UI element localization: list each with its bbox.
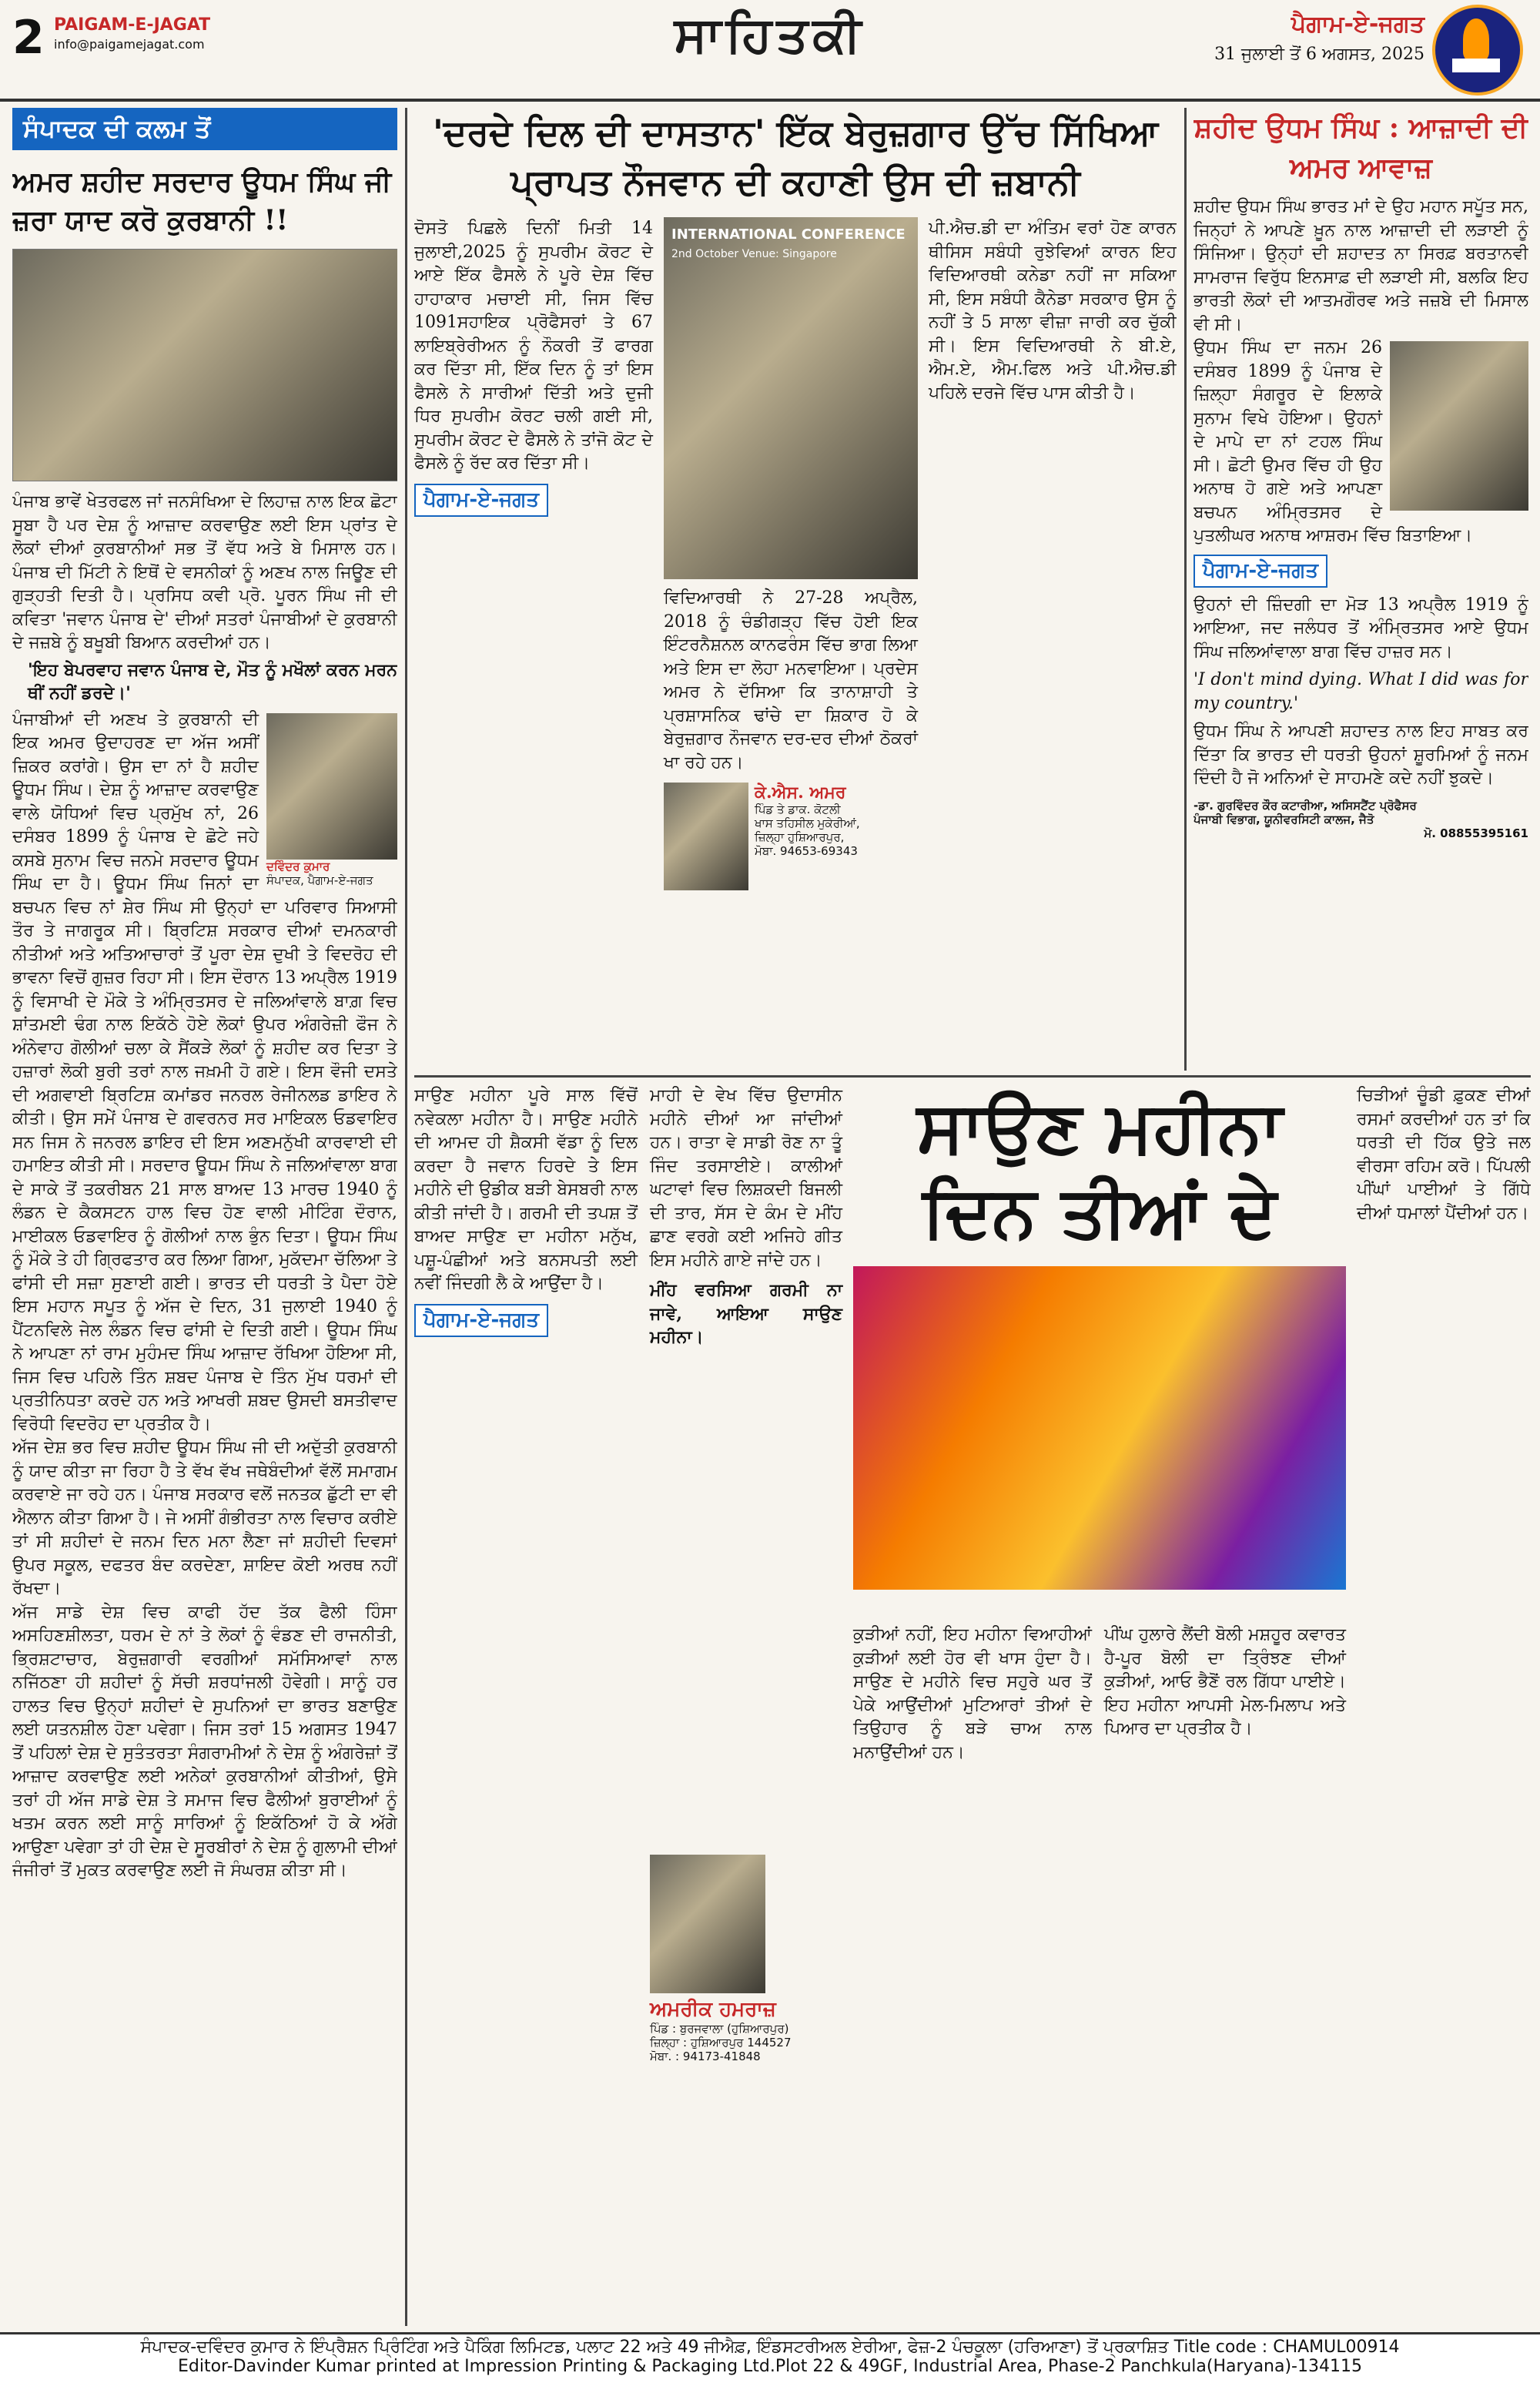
feature-author-line-2: ਖਾਸ ਤਹਿਸੀਲ ਮੁਕੇਰੀਆਂ,: [755, 816, 860, 830]
saun-title-line-1: ਸਾਉਣ ਮਹੀਨਾ: [916, 1085, 1283, 1168]
brand-right: ਪੈਗਾਮ-ਏ-ਜਗਤ: [1291, 11, 1424, 38]
feature-author-line-4: ਮੋਬਾ. 94653-69343: [755, 844, 858, 858]
udham-portrait-image: [12, 249, 397, 481]
brand-left: PAIGAM-E-JAGAT: [54, 15, 211, 35]
photo-subcaption: 2nd October Venue: Singapore: [671, 248, 837, 260]
udham-quote: 'I don't mind dying. What I did was for my country.': [1194, 670, 1528, 713]
saun-author-line-2: ਜ਼ਿਲ੍ਹਾ : ਹੁਸ਼ਿਆਰਪੁਰ 144527: [650, 2036, 792, 2050]
udham-paragraph-2: ਉਧਮ ਸਿੰਘ ਦਾ ਜਨਮ 26 ਦਸੰਬਰ 1899 ਨੂੰ ਪੰਜਾਬ ਦੇ ਜ਼ਿਲ੍ਹਾ ਸੰਗਰੂਰ ਦੇ ਇਲਾਕੇ ਸੁਨਾਮ ਵਿਖੇ ਹੋਇਆ। ਉਹਨਾਂ ਦੇ ਮਾਪੇ ਦਾ ਨਾਂ ਟਹਲ ਸਿੰਘ ਸੀ। ਛੋਟੀ ਉਮਰ ਵਿੱਚ ਹੀ ਉਹ ਅਨਾਥ ਹੋ ਗਏ ਅਤੇ ਆਪਣਾ ਬਚਪਨ ਅੰਮ੍ਰਿਤਸਰ ਦੇ ਪੁਤਲੀਘਰ ਅਨਾਥ ਆਸ਼ਰਮ ਵਿੱਚ ਬਿਤਾਇਆ।: [1194, 338, 1473, 545]
page-number: 2: [12, 11, 45, 65]
editor-name: ਦਵਿੰਦਰ ਕੁਮਾਰ: [266, 859, 330, 873]
section-title: ਸਾਹਿਤਕੀ: [674, 6, 866, 64]
udham-stamp: ਪੈਗਾਮ-ਏ-ਜਗਤ: [1194, 555, 1327, 588]
feature-article: [414, 108, 1177, 1071]
section-divider: [414, 1075, 1531, 1078]
editorial-column: [12, 108, 397, 2326]
saun-col-1: ਸਾਉਣ ਮਹੀਨਾ ਪੂਰੇ ਸਾਲ ਵਿੱਚੋਂ ਨਵੇਕਲਾ ਮਹੀਨਾ ਹੈ। ਸਾਉਣ ਮਹੀਨੇ ਦੀ ਆਮਦ ਹੀ ਸ਼ੈਕਸੀ ਵੱਡਾ ਨੂੰ ਦਿਲ ਕਰਦਾ ਹੈ ਜਵਾਨ ਹਿਰਦੇ ਤੇ ਇਸ ਮਹੀਨੇ ਦੀ ਉਡੀਕ ਬੜੀ ਬੇਸਬਰੀ ਨਾਲ ਕੀਤੀ ਜਾਂਦੀ ਹੈ। ਗਰਮੀ ਦੀ ਤਪਸ਼ ਤੋਂ ਬਾਅਦ ਸਾਉਣ ਦਾ ਮਹੀਨਾ ਮਨੁੱਖ, ਪਸ਼ੂ-ਪੰਛੀਆਂ ਅਤੇ ਬਨਸਪਤੀ ਲਈ ਨਵੀਂ ਜਿੰਦਗੀ ਲੈ ਕੇ ਆਉਂਦਾ ਹੈ।: [414, 1086, 638, 1293]
feature-stamp: ਪੈਗਾਮ-ਏ-ਜਗਤ: [414, 484, 548, 517]
saun-author-line-3: ਮੋਬਾ. : 94173-41848: [650, 2050, 761, 2063]
saun-author-photo: [650, 1855, 765, 1993]
header-rule: [0, 99, 1540, 102]
udham-paragraph-4: ਉਧਮ ਸਿੰਘ ਨੇ ਆਪਣੀ ਸ਼ਹਾਦਤ ਨਾਲ ਇਹ ਸਾਬਤ ਕਰ ਦਿੱਤਾ ਕਿ ਭਾਰਤ ਦੀ ਧਰਤੀ ਉਹਨਾਂ ਸ਼ੂਰਮਿਆਂ ਨੂੰ ਜਨਮ ਦਿੰਦੀ ਹੈ ਜੋ ਅਨਿਆਂ ਦੇ ਸਾਹਮਣੇ ਕਦੇ ਨਹੀਂ ਝੁਕਦੇ।: [1194, 722, 1528, 788]
editorial-quote: 'ਇਹ ਬੇਪਰਵਾਹ ਜਵਾਨ ਪੰਜਾਬ ਦੇ, ਮੌਤ ਨੂੰ ਮਖੌਲਾਂ ਕਰਨ ਮਰਨ ਥੀਂ ਨਹੀਂ ਡਰਦੇ।': [28, 659, 397, 703]
saun-verse: ਮੀਂਹ ਵਰਸਿਆ ਗਰਮੀ ਨਾ ਜਾਵੇ, ਆਇਆ ਸਾਉਣ ਮਹੀਨਾ।: [650, 1280, 842, 1347]
logo-icon: [1432, 5, 1523, 96]
editorial-paragraph-2: ਪੰਜਾਬੀਆਂ ਦੀ ਅਣਖ ਤੇ ਕੁਰਬਾਨੀ ਦੀ ਇਕ ਅਮਰ ਉਦਾਹਰਣ ਦਾ ਅੱਜ ਅਸੀਂ ਜ਼ਿਕਰ ਕਰਾਂਗੇ। ਉਸ ਦਾ ਨਾਂ ਹੈ ਸ਼ਹੀਦ ਊਧਮ ਸਿੰਘ। ਦੇਸ਼ ਨੂੰ ਆਜ਼ਾਦ ਕਰਵਾਉਣ ਵਾਲੇ ਯੋਧਿਆਂ ਵਿਚ ਪ੍ਰਮੁੱਖ ਨਾਂ, 26 ਦਸੰਬਰ 1899 ਨੂੰ ਪੰਜਾਬ ਦੇ ਛੋਟੇ ਜਹੇ ਕਸਬੇ ਸੁਨਾਮ ਵਿਚ ਜਨਮੇ ਸਰਦਾਰ ਊਧਮ ਸਿੰਘ ਦਾ ਹੈ। ਊਧਮ ਸਿੰਘ ਜਿਨਾਂ ਦਾ ਬਚਪਨ ਵਿਚ ਨਾਂ ਸ਼ੇਰ ਸਿੰਘ ਸੀ ਉਨ੍ਹਾਂ ਦਾ ਪਰਿਵਾਰ ਸਿਆਸੀ ਤੌਰ ਤੇ ਜਾਗਰੂਕ ਸੀ। ਬ੍ਰਿਟਿਸ਼ ਸਰਕਾਰ ਦੀਆਂ ਦਮਨਕਾਰੀ ਨੀਤੀਆਂ ਅਤੇ ਅਤਿਆਚਾਰਾਂ ਤੋਂ ਪੂਰਾ ਦੇਸ਼ ਦੁਖੀ ਤੇ ਵਿਦਰੋਹ ਦੀ ਭਾਵਨਾ ਵਿਚੋਂ ਗੁਜ਼ਰ ਰਿਹਾ ਸੀ। ਇਸ ਦੌਰਾਨ 13 ਅਪ੍ਰੈਲ 1919 ਨੂੰ ਵਿਸਾਖੀ ਦੇ ਮੌਕੇ ਤੇ ਅੰਮ੍ਰਿਤਸਰ ਦੇ ਜਲਿਆਂਵਾਲੇ ਬਾਗ਼ ਵਿਚ ਸ਼ਾਂਤਮਈ ਢੰਗ ਨਾਲ ਇਕੱਠੇ ਹੋਏ ਲੋਕਾਂ ਉਪਰ ਅੰਗਰੇਜ਼ੀ ਫੌਜ ਨੇ ਅੰਨੇਵਾਹ ਗੋਲੀਆਂ ਚਲਾ ਕੇ ਸੈਂਕੜੇ ਲੋਕਾਂ ਨੂੰ ਸ਼ਹੀਦ ਕਰ ਦਿਤਾ ਤੇ ਹਜ਼ਾਰਾਂ ਲੋਕੀ ਬੁਰੀ ਤਰਾਂ ਨਾਲ ਜਖ਼ਮੀ ਹੋ ਗਏ। ਇਸ ਵੌਜੀ ਦਸਤੇ ਦੀ ਅਗਵਾਈ ਬ੍ਰਿਟਿਸ਼ ਕਮਾਂਡਰ ਜਨਰਲ ਰੇਜੀਨਲਡ ਡਾਇਰ ਨੇ ਕੀਤੀ। ਉਸ ਸਮੇਂ ਪੰਜਾਬ ਦੇ ਗਵਰਨਰ ਸਰ ਮਾਇਕਲ ਓਡਵਾਇਰ ਸਨ ਜਿਸ ਨੇ ਜਨਰਲ ਡਾਇਰ ਦੀ ਇਸ ਅਣਮਨੁੱਖੀ ਕਾਰਵਾਈ ਦੀ ਹਮਾਇਤ ਕੀਤੀ ਸੀ। ਸਰਦਾਰ ਊਧਮ ਸਿੰਘ ਨੇ ਜਲਿਆਂਵਾਲਾ ਬਾਗ ਦੇ ਸਾਕੇ ਤੋਂ ਤਕਰੀਬਨ 21 ਸਾਲ ਬਾਅਦ 13 ਮਾਰਚ 1940 ਨੂੰ ਲੰਡਨ ਦੇ ਕੈਕਸਟਨ ਹਾਲ ਵਿਚ ਹੋਣ ਵਾਲੀ ਮੀਟਿੰਗ ਦੌਰਾਨ, ਮਾਈਕਲ ਓਡਵਾਇਰ ਨੂੰ ਗੋਲੀਆਂ ਨਾਲ ਭੁੰਨ ਦਿਤਾ। ਊਧਮ ਸਿੰਘ ਨੂੰ ਮੌਕੇ ਤੇ ਹੀ ਗ੍ਰਿਫਤਾਰ ਕਰ ਲਿਆ ਗਿਆ, ਮੁਕੱਦਮਾ ਚੱਲਿਆ ਤੇ ਫਾਂਸੀ ਦੀ ਸਜ਼ਾ ਸੁਣਾਈ ਗਈ। ਭਾਰਤ ਦੀ ਧਰਤੀ ਤੇ ਪੈਦਾ ਹੋਏ ਇਸ ਮਹਾਨ ਸਪੂਤ ਨੂੰ ਅੱਜ ਦੇ ਦਿਨ, 31 ਜੁਲਾਈ 1940 ਨੂੰ ਪੈਂਟਨਵਿਲੇ ਜੇਲ ਲੰਡਨ ਵਿਚ ਫਾਂਸੀ ਦੇ ਦਿਤੀ ਗਈ। ਊਧਮ ਸਿੰਘ ਨੇ ਆਪਣਾ ਨਾਂ ਰਾਮ ਮੁਹੰਮਦ ਸਿੰਘ ਆਜ਼ਾਦ ਰੱਖਿਆ ਹੋਇਆ ਸੀ, ਜਿਸ ਵਿਚ ਪਹਿਲੇ ਤਿੰਨ ਸ਼ਬਦ ਪੰਜਾਬ ਦੇ ਤਿੰਨ ਮੁੱਖ ਧਰਮਾਂ ਦੀ ਪ੍ਰਤੀਨਿਧਤਾ ਕਰਦੇ ਹਨ ਅਤੇ ਆਖਰੀ ਸ਼ਬਦ ਉਸਦੀ ਬਸਤੀਵਾਦ ਵਿਰੋਧੀ ਵਿਦਰੋਹ ਦਾ ਪ੍ਰਤੀਕ ਹੈ।: [12, 709, 397, 1434]
udham-author-name: -ਡਾ. ਗੁਰਵਿੰਦਰ ਕੌਰ ਕਟਾਰੀਆ, ਅਸਿਸਟੈਂਟ ਪ੍ਰੋਫੈਸਰ: [1194, 798, 1417, 813]
feature-col-2: ਵਿਦਿਆਰਥੀ ਨੇ 27-28 ਅਪ੍ਰੈਲ, 2018 ਨੂੰ ਚੰਡੀਗੜ੍ਹ ਵਿੱਚ ਹੋਈ ਇਕ ਇੰਟਰਨੈਸ਼ਨਲ ਕਾਨਫਰੰਸ ਵਿੱਚ ਭਾਗ ਲਿਆ ਅਤੇ ਇਸ ਦਾ ਲੋਹਾ ਮਨਵਾਇਆ। ਪ੍ਰਦੇਸ ਅਮਰ ਨੇ ਦੱਸਿਆ ਕਿ ਤਾਨਾਸ਼ਾਹੀ ਤੇ ਪ੍ਰਸ਼ਾਸਨਿਕ ਢਾਂਚੇ ਦਾ ਸ਼ਿਕਾਰ ਹੋ ਕੇ ਬੇਰੁਜ਼ਗਾਰ ਨੌਜਵਾਨ ਦਰ-ਦਰ ਦੀਆਂ ਠੋਕਰਾਂ ਖਾ ਰਹੇ ਹਨ।: [664, 588, 918, 773]
editorial-paragraph-1: ਪੰਜਾਬ ਭਾਵੇਂ ਖੇਤਰਫਲ ਜਾਂ ਜਨਸੰਖਿਆ ਦੇ ਲਿਹਾਜ਼ ਨਾਲ ਇਕ ਛੋਟਾ ਸੂਬਾ ਹੈ ਪਰ ਦੇਸ਼ ਨੂੰ ਆਜ਼ਾਦ ਕਰਵਾਉਣ ਲਈ ਇਸ ਪ੍ਰਾਂਤ ਦੇ ਲੋਕਾਂ ਦੀਆਂ ਕੁਰਬਾਨੀਆਂ ਸਭ ਤੋਂ ਵੱਧ ਅਤੇ ਬੇ ਮਿਸਾਲ ਹਨ। ਪੰਜਾਬ ਦੀ ਮਿੱਟੀ ਨੇ ਇਥੋਂ ਦੇ ਵਸਨੀਕਾਂ ਨੂੰ ਅਣਖ ਨਾਲ ਜਿਊਣ ਦੀ ਗੁੜ੍ਹਤੀ ਦਿਤੀ ਹੈ। ਪ੍ਰਸਿਧ ਕਵੀ ਪ੍ਰੋ. ਪੂਰਨ ਸਿੰਘ ਜੀ ਦੀ ਕਵਿਤਾ 'ਜਵਾਨ ਪੰਜਾਬ ਦੇ' ਦੀਆਂ ਸਤਰਾਂ ਪੰਜਾਬੀਆਂ ਦੇ ਕੁਰਬਾਨੀ ਦੇ ਜਜ਼ਬੇ ਨੂੰ ਬਖੂਬੀ ਬਿਆਨ ਕਰਦੀਆਂ ਹਨ।: [12, 492, 397, 652]
saun-col-3: ਕੁੜੀਆਂ ਨਹੀਂ, ਇਹ ਮਹੀਨਾ ਵਿਆਹੀਆਂ ਕੁੜੀਆਂ ਲਈ ਹੋਰ ਵੀ ਖਾਸ ਹੁੰਦਾ ਹੈ। ਸਾਉਣ ਦੇ ਮਹੀਨੇ ਵਿਚ ਸਹੁਰੇ ਘਰ ਤੋਂ ਪੇਕੇ ਆਉਂਦੀਆਂ ਮੁਟਿਆਰਾਂ ਤੀਆਂ ਦੇ ਤਿਉਹਾਰ ਨੂੰ ਬੜੇ ਚਾਅ ਨਾਲ ਮਨਾਉਂਦੀਆਂ ਹਨ।: [853, 1625, 1092, 1762]
footer-line-2: Editor-Davinder Kumar printed at Impression Printing & Packaging Ltd.Plot 22 & 49GF, Industrial Area, Phase-2 Panchkula(Haryana)-134115: [178, 2357, 1362, 2376]
editorial-banner: ਸੰਪਾਦਕ ਦੀ ਕਲਮ ਤੋਂ: [12, 108, 397, 150]
editorial-paragraph-3: ਅੱਜ ਦੇਸ਼ ਭਰ ਵਿਚ ਸ਼ਹੀਦ ਊਧਮ ਸਿੰਘ ਜੀ ਦੀ ਅਦੁੱਤੀ ਕੁਰਬਾਨੀ ਨੂੰ ਯਾਦ ਕੀਤਾ ਜਾ ਰਿਹਾ ਹੈ ਤੇ ਵੱਖ ਵੱਖ ਜਥੇਬੰਦੀਆਂ ਵੱਲੋਂ ਸਮਾਗਮ ਕਰਵਾਏ ਜਾ ਰਹੇ ਹਨ। ਪੰਜਾਬ ਸਰਕਾਰ ਵਲੋਂ ਜਨਤਕ ਛੁੱਟੀ ਦਾ ਵੀ ਐਲਾਨ ਕੀਤਾ ਗਿਆ ਹੈ। ਜੇ ਅਸੀਂ ਗੰਭੀਰਤਾ ਨਾਲ ਵਿਚਾਰ ਕਰੀਏ ਤਾਂ ਸੀ ਸ਼ਹੀਦਾਂ ਦੇ ਜਨਮ ਦਿਨ ਮਨਾ ਲੈਣਾ ਜਾਂ ਸ਼ਹੀਦੀ ਦਿਵਸਾਂ ਉਪਰ ਸਕੂਲ, ਦਫਤਰ ਬੰਦ ਕਰਦੇਣਾ, ਸ਼ਾਇਦ ਕੋਈ ਅਰਥ ਨਹੀਂ ਰੱਖਦਾ।: [12, 1438, 397, 1598]
teeyan-festival-image: [853, 1266, 1346, 1590]
editor-photo: [266, 713, 397, 860]
column-divider: [405, 108, 407, 2326]
editorial-title: ਅਮਰ ਸ਼ਹੀਦ ਸਰਦਾਰ ਊਧਮ ਸਿੰਘ ਜੀ ਜ਼ਰਾ ਯਾਦ ਕਰੋ ਕੁਰਬਾਨੀ !!: [12, 166, 392, 236]
saun-col-4: ਪੀਂਘ ਹੁਲਾਰੇ ਲੈਂਦੀ ਬੋਲੀ ਮਸ਼ਹੂਰ ਕਵਾਰਤ ਹੈ-ਪੂਰ ਬੋਲੀ ਦਾ ਤ੍ਰਿੰਝਣ ਦੀਆਂ ਕੁੜੀਆਂ, ਆਓ ਭੈਣੋਂ ਰਲ ਗਿੱਧਾ ਪਾਈਏ। ਇਹ ਮਹੀਨਾ ਆਪਸੀ ਮੇਲ-ਮਿਲਾਪ ਅਤੇ ਪਿਆਰ ਦਾ ਪ੍ਰਤੀਕ ਹੈ।: [1104, 1625, 1346, 1738]
saun-title-line-2: ਦਿਨ ਤੀਆਂ ਦੇ: [922, 1170, 1277, 1253]
footer-line-1: ਸੰਪਾਦਕ-ਦਵਿੰਦਰ ਕੁਮਾਰ ਨੇ ਇੰਪ੍ਰੈਸ਼ਨ ਪ੍ਰਿੰਟਿੰਗ ਅਤੇ ਪੈਕਿੰਗ ਲਿਮਿਟਡ, ਪਲਾਟ 22 ਅਤੇ 49 ਜੀਐਫ਼, ਇੰਡਸਟਰੀਅਲ ਏਰੀਆ, ਫੇਜ਼-2 ਪੰਚਕੂਲਾ (ਹਰਿਆਣਾ) ਤੋਂ ਪ੍ਰਕਾਸ਼ਿਤ Title code : CHAMUL00914: [140, 2338, 1400, 2357]
editor-role: ਸੰਪਾਦਕ, ਪੈਗਾਮ-ਏ-ਜਗਤ: [266, 873, 373, 887]
udham-author-phone: ਮੋ. 08855395161: [1424, 826, 1528, 840]
saun-author-line-1: ਪਿੰਡ : ਬੁਰਜਵਾਲਾ (ਹੁਸ਼ਿਆਰਪੁਰ): [650, 2022, 789, 2036]
feature-col-1: ਦੋਸਤੋ ਪਿਛਲੇ ਦਿਨੀਂ ਮਿਤੀ 14 ਜੁਲਾਈ,2025 ਨੂੰ ਸੁਪਰੀਮ ਕੋਰਟ ਦੇ ਆਏ ਇੱਕ ਫੈਸਲੇ ਨੇ ਪੂਰੇ ਦੇਸ਼ ਵਿੱਚ ਹਾਹਾਕਾਰ ਮਚਾਈ ਸੀ, ਜਿਸ ਵਿੱਚ 1091ਸਹਾਇਕ ਪ੍ਰੋਫੈਸਰਾਂ ਤੇ 67 ਲਾਇਬ੍ਰੇਰੀਅਨ ਨੂੰ ਨੌਕਰੀ ਤੋਂ ਫਾਰਗ ਕਰ ਦਿੱਤਾ ਸੀ, ਇੱਕ ਦਿਨ ਨੂੰ ਤਾਂ ਇਸ ਫੈਸਲੇ ਨੇ ਸਾਰੀਆਂ ਦਿੱਤੀ ਅਤੇ ਦੁਜੀ ਧਿਰ ਸੁਪਰੀਮ ਕੋਰਟ ਚਲੀ ਗਈ ਸੀ, ਸੁਪਰੀਮ ਕੋਰਟ ਦੇ ਫੈਸਲੇ ਨੇ ਤਾਂਜੋ ਕੋਟ ਦੇ ਫੈਸਲੇ ਨੂੰ ਰੱਦ ਕਰ ਦਿੱਤਾ ਸੀ।: [414, 219, 653, 473]
udham-article: [1194, 108, 1528, 1071]
editorial-paragraph-4: ਅੱਜ ਸਾਡੇ ਦੇਸ਼ ਵਿਚ ਕਾਫੀ ਹੱਦ ਤੱਕ ਫੈਲੀ ਹਿੰਸਾ ਅਸਹਿਣਸ਼ੀਲਤਾ, ਧਰਮ ਦੇ ਨਾਂ ਤੇ ਲੋਕਾਂ ਨੂੰ ਵੰਡਣ ਦੀ ਰਾਜਨੀਤੀ, ਭ੍ਰਿਸ਼ਟਾਚਾਰ, ਬੇਰੁਜ਼ਗਾਰੀ ਵਰਗੀਆਂ ਸਮੱਸਿਆਵਾਂ ਨਾਲ ਨਜਿੱਠਣਾ ਹੀ ਸ਼ਹੀਦਾਂ ਨੂੰ ਸੱਚੀ ਸ਼ਰਧਾਂਜਲੀ ਹੋਵੇਗੀ। ਸਾਨੂੰ ਹਰ ਹਾਲਤ ਵਿਚ ਉਨ੍ਹਾਂ ਸ਼ਹੀਦਾਂ ਦੇ ਸੁਪਨਿਆਂ ਦਾ ਭਾਰਤ ਬਣਾਉਣ ਲਈ ਯਤਨਸ਼ੀਲ ਹੋਣਾ ਪਵੇਗਾ। ਜਿਸ ਤਰਾਂ 15 ਅਗਸਤ 1947 ਤੋਂ ਪਹਿਲਾਂ ਦੇਸ਼ ਦੇ ਸੁਤੰਤਰਤਾ ਸੰਗਰਾਮੀਆਂ ਨੇ ਦੇਸ਼ ਨੂੰ ਅੰਗਰੇਜ਼ਾਂ ਤੋਂ ਆਜ਼ਾਦ ਕਰਵਾਉਣ ਲਈ ਅਨੇਕਾਂ ਕੁਰਬਾਨੀਆਂ ਕੀਤੀਆਂ, ਉਸੇ ਤਰਾਂ ਹੀ ਅੱਜ ਸਾਡੇ ਦੇਸ਼ ਤੇ ਸਮਾਜ ਵਿਚ ਫੈਲੀਆਂ ਬੁਰਾਈਆਂ ਨੂੰ ਖਤਮ ਕਰਨ ਲਈ ਸਾਨੂੰ ਸਾਰਿਆਂ ਨੂੰ ਇਕੱਠਿਆਂ ਹੋ ਕੇ ਅੱਗੇ ਆਉਣਾ ਪਵੇਗਾ ਤਾਂ ਹੀ ਦੇਸ਼ ਦੇ ਸੂਰਬੀਰਾਂ ਨੇ ਦੇਸ਼ ਨੂੰ ਗੁਲਾਮੀ ਦੀਆਂ ਜੰਜੀਰਾਂ ਤੋਂ ਮੁਕਤ ਕਰਵਾਉਣ ਲਈ ਜੋ ਸੰਘਰਸ਼ ਕੀਤਾ ਸੀ।: [12, 1602, 397, 1880]
saun-article: [414, 1084, 1531, 2326]
column-divider: [1184, 108, 1187, 1071]
udham-title: ਸ਼ਹੀਦ ਉਧਮ ਸਿੰਘ : ਆਜ਼ਾਦੀ ਦੀ ਅਮਰ ਆਵਾਜ਼: [1194, 112, 1528, 184]
conference-photo: [664, 217, 918, 579]
udham-paragraph-1: ਸ਼ਹੀਦ ਉਧਮ ਸਿੰਘ ਭਾਰਤ ਮਾਂ ਦੇ ਉਹ ਮਹਾਨ ਸਪੂੱਤ ਸਨ, ਜਿਨ੍ਹਾਂ ਨੇ ਆਪਣੇ ਖ਼ੂਨ ਨਾਲ ਆਜ਼ਾਦੀ ਦੀ ਲੜਾਈ ਨੂੰ ਸਿੰਜਿਆ। ਉਨ੍ਹਾਂ ਦੀ ਸ਼ਹਾਦਤ ਨਾ ਸਿਰਫ਼ ਬਰਤਾਨਵੀ ਸਾਮਰਾਜ ਵਿਰੁੱਧ ਇਨਸਾਫ਼ ਦੀ ਲੜਾਈ ਸੀ, ਬਲਕਿ ਇਹ ਭਾਰਤੀ ਲੋਕਾਂ ਦੀ ਆਤਮਗੌਰਵ ਅਤੇ ਜਜ਼ਬੇ ਦੀ ਮਿਸਾਲ ਵੀ ਸੀ।: [1194, 197, 1528, 334]
udham-author-dept: ਪੰਜਾਬੀ ਵਿਭਾਗ, ਯੂਨੀਵਰਸਿਟੀ ਕਾਲਜ, ਜੈਤੋ: [1194, 812, 1374, 826]
saun-stamp: ਪੈਗਾਮ-ਏ-ਜਗਤ: [414, 1304, 548, 1337]
footer: [0, 2332, 1540, 2383]
photo-caption: INTERNATIONAL CONFERENCE: [671, 226, 906, 243]
udham-paragraph-3: ਉਹਨਾਂ ਦੀ ਜ਼ਿੰਦਗੀ ਦਾ ਮੋੜ 13 ਅਪ੍ਰੈਲ 1919 ਨੂੰ ਆਇਆ, ਜਦ ਜਲੰਧਰ ਤੋਂ ਅੰਮ੍ਰਿਤਸਰ ਆਏ ਉਧਮ ਸਿੰਘ ਜਲਿਆਂਵਾਲਾ ਬਾਗ ਵਿੱਚ ਹਾਜ਼ਰ ਸਨ।: [1194, 595, 1528, 662]
saun-author-name: ਅਮਰੀਕ ਹਮਰਾਜ਼: [650, 1998, 776, 2021]
saun-col-5: ਚਿੜੀਆਂ ਚੂੰਡੀ ਫ਼ੁਕਣ ਦੀਆਂ ਰਸਮਾਂ ਕਰਦੀਆਂ ਹਨ ਤਾਂ ਕਿ ਧਰਤੀ ਦੀ ਹਿੱਕ ਉਤੇ ਜਲ ਵੀਰਸਾ ਰਹਿਮ ਕਰੋ। ਪਿੱਪਲੀ ਪੀਂਘਾਂ ਪਾਈਆਂ ਤੇ ਗਿੱਧੇ ਦੀਆਂ ਧਮਾਲਾਂ ਪੈਂਦੀਆਂ ਹਨ।: [1357, 1086, 1531, 1223]
saun-col-2: ਮਾਹੀ ਦੇ ਵੇਖ ਵਿੱਚ ਉਦਾਸੀਨ ਮਹੀਨੇ ਦੀਆਂ ਆ ਜਾਂਦੀਆਂ ਹਨ। ਰਾਤਾ ਵੇ ਸਾਡੀ ਰੋਣ ਨਾ ਤੂੰ ਜਿੰਦ ਤਰਸਾਈਏ। ਕਾਲੀਆਂ ਘਟਾਵਾਂ ਵਿਚ ਲਿਸ਼ਕਦੀ ਬਿਜਲੀ ਦੀ ਤਾਰ, ਸੱਸ ਦੇ ਕੰਮ ਦੇ ਮੀਂਹ ਛਾਣ ਵਰਗੇ ਕਈ ਅਜਿਹੇ ਗੀਤ ਇਸ ਮਹੀਨੇ ਗਾਏ ਜਾਂਦੇ ਹਨ।: [650, 1086, 842, 1270]
feature-author-name: ਕੇ.ਐਸ. ਅਮਰ: [755, 783, 846, 803]
feature-author-line-3: ਜ਼ਿਲ੍ਹਾ ਹੁਸ਼ਿਆਰਪੁਰ,: [755, 830, 845, 844]
email: info@paigamejagat.com: [54, 37, 205, 52]
udham-author-photo: [1390, 341, 1528, 511]
author-photo: [664, 783, 748, 890]
feature-title: 'ਦਰਦੇ ਦਿਲ ਦੀ ਦਾਸਤਾਨ' ਇੱਕ ਬੇਰੁਜ਼ਗਾਰ ਉੱਚ ਸਿੱਖਿਆ ਪ੍ਰਾਪਤ ਨੌਜਵਾਨ ਦੀ ਕਹਾਣੀ ਉਸ ਦੀ ਜ਼ਬਾਨੀ: [432, 112, 1159, 203]
issue-date: 31 ਜੁਲਾਈ ਤੋਂ 6 ਅਗਸਤ, 2025: [1214, 45, 1424, 64]
feature-col-3: ਪੀ.ਐਚ.ਡੀ ਦਾ ਅੰਤਿਮ ਵਰਾਂ ਹੋਣ ਕਾਰਨ ਥੀਸਿਸ ਸਬੰਧੀ ਰੁਝੇਵਿਆਂ ਕਾਰਨ ਇਹ ਵਿਦਿਆਰਥੀ ਕਨੇਡਾ ਨਹੀਂ ਜਾ ਸਕਿਆ ਸੀ, ਇਸ ਸਬੰਧੀ ਕੈਨੇਡਾ ਸਰਕਾਰ ਉਸ ਨੂੰ ਨਹੀਂ ਤੇ 5 ਸਾਲਾ ਵੀਜ਼ਾ ਜਾਰੀ ਕਰ ਚੁੱਕੀ ਸੀ। ਇਸ ਵਿਦਿਆਰਥੀ ਨੇ ਬੀ.ਏ, ਐਮ.ਏ, ਐਮ.ਫਿਲ ਅਤੇ ਪੀ.ਐਚ.ਡੀ ਪਹਿਲੇ ਦਰਜੇ ਵਿੱਚ ਪਾਸ ਕੀਤੀ ਹੈ।: [929, 219, 1177, 403]
feature-author-line-1: ਪਿੰਡ ਤੇ ਡਾਕ. ਕੋਟਲੀ: [755, 803, 841, 816]
